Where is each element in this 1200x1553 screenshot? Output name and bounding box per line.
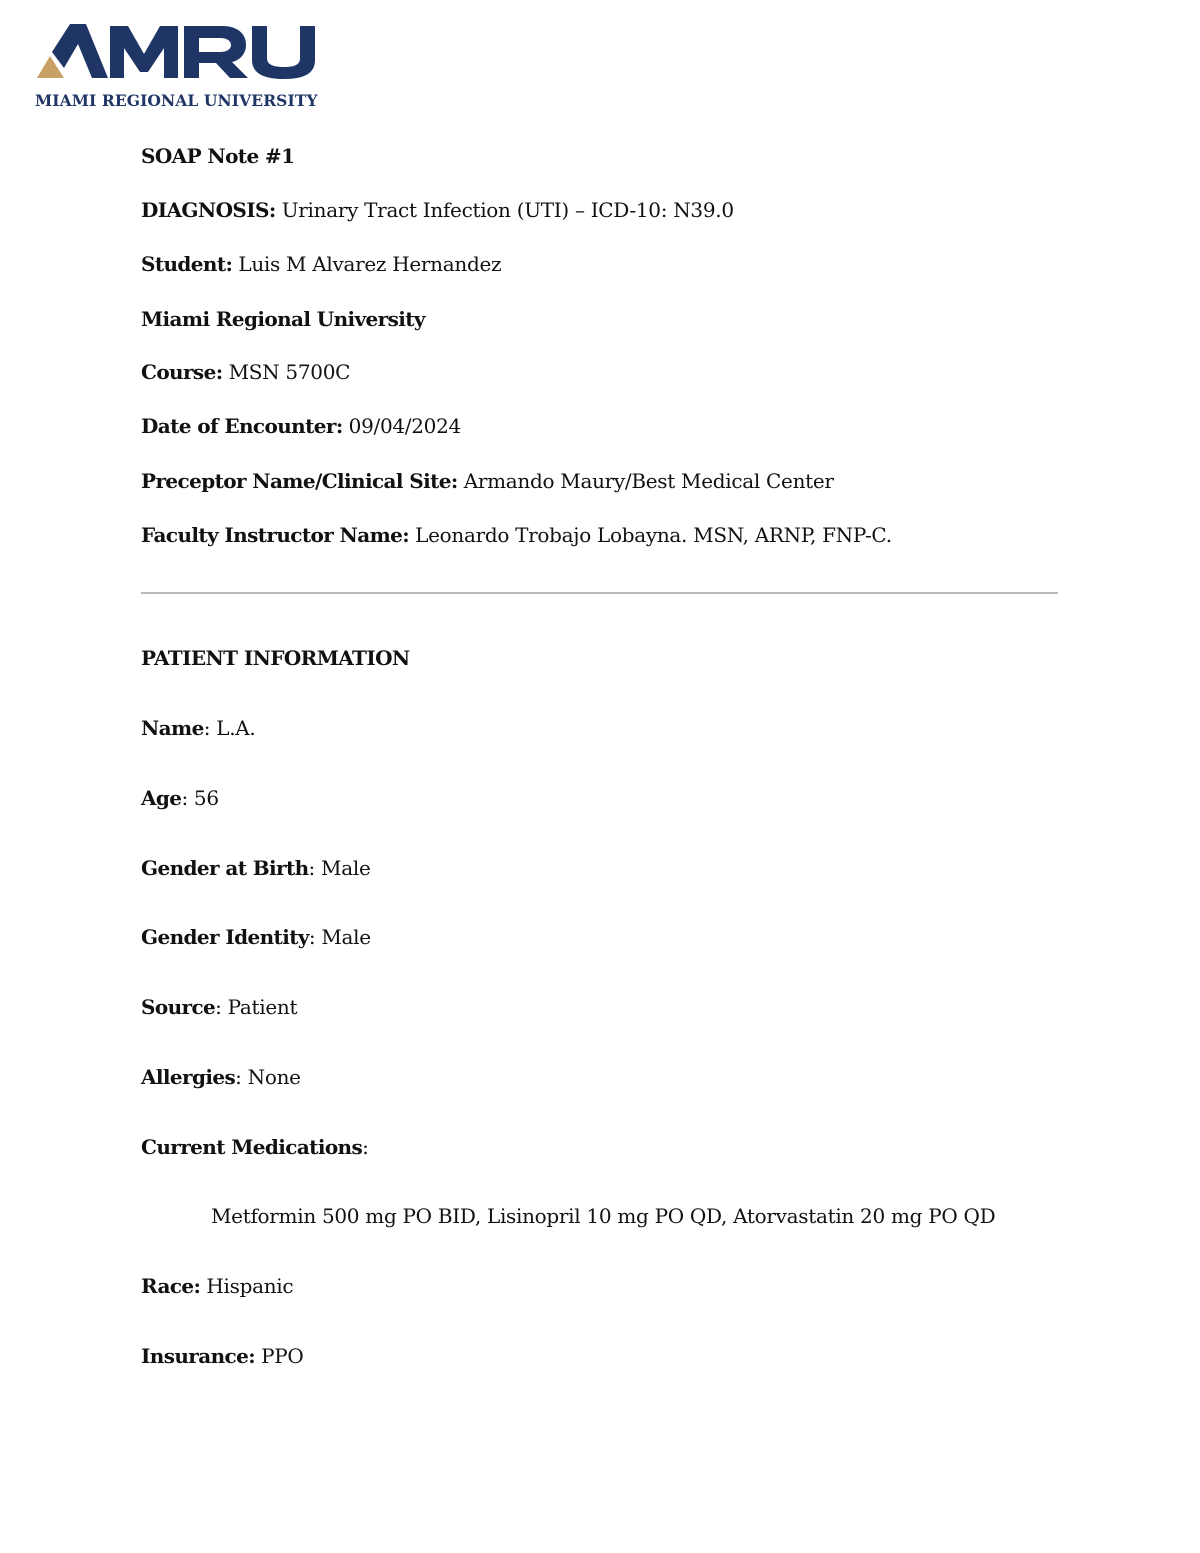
- logo-subtitle: MIAMI REGIONAL UNIVERSITY: [35, 91, 318, 110]
- note-title-text: SOAP Note #1: [141, 144, 295, 168]
- faculty-label: Faculty Instructor Name:: [141, 523, 410, 547]
- logo-letter-u: [252, 26, 315, 79]
- preceptor-row: [141, 469, 834, 493]
- gender-identity-value: : Male: [308, 925, 371, 949]
- patient-age-row: [141, 786, 219, 810]
- student-value: Luis M Alvarez Hernandez: [238, 252, 502, 276]
- medications-label: Current Medications: [141, 1135, 363, 1159]
- patient-name-label: Name: [141, 716, 204, 740]
- section-divider: [141, 592, 1058, 594]
- gender-birth-row: [141, 856, 370, 880]
- diagnosis-label: DIAGNOSIS:: [141, 198, 276, 222]
- gender-identity-row: [141, 925, 371, 949]
- faculty-value: Leonardo Trobajo Lobayna. MSN, ARNP, FNP-C.: [415, 523, 892, 547]
- race-label: Race:: [141, 1274, 201, 1298]
- encounter-date-value: 09/04/2024: [348, 414, 461, 438]
- course-row: [141, 360, 350, 384]
- encounter-date-label: Date of Encounter:: [141, 414, 343, 438]
- allergies-row: [141, 1065, 301, 1089]
- gender-birth-value: : Male: [308, 856, 371, 880]
- preceptor-label: Preceptor Name/Clinical Site:: [141, 469, 458, 493]
- preceptor-value: Armando Maury/Best Medical Center: [463, 469, 834, 493]
- amru-logo-mark: [34, 20, 324, 86]
- course-label: Course:: [141, 360, 223, 384]
- student-label: Student:: [141, 252, 233, 276]
- university-logo: [34, 20, 324, 112]
- note-title: [141, 144, 294, 168]
- race-value: Hispanic: [206, 1274, 294, 1298]
- allergies-label: Allergies: [141, 1065, 236, 1089]
- faculty-row: [141, 523, 892, 547]
- course-value: MSN 5700C: [228, 360, 351, 384]
- encounter-date-row: [141, 414, 461, 438]
- patient-name-value: : L.A.: [203, 716, 256, 740]
- medications-row: [141, 1135, 369, 1159]
- source-row: [141, 995, 297, 1019]
- medications-value: Metformin 500 mg PO BID, Lisinopril 10 mg PO QD, Atorvastatin 20 mg PO QD: [211, 1204, 996, 1228]
- allergies-value: : None: [235, 1065, 301, 1089]
- insurance-label: Insurance:: [141, 1344, 256, 1368]
- insurance-row: [141, 1344, 304, 1368]
- gender-identity-label: Gender Identity: [141, 925, 309, 949]
- medications-list: [211, 1204, 995, 1228]
- diagnosis-row: [141, 198, 734, 222]
- source-value: : Patient: [215, 995, 298, 1019]
- source-label: Source: [141, 995, 216, 1019]
- patient-info-heading: [141, 646, 410, 670]
- logo-letter-a: [52, 24, 108, 78]
- student-row: [141, 252, 501, 276]
- insurance-value: PPO: [261, 1344, 304, 1368]
- patient-age-value: : 56: [181, 786, 219, 810]
- university-name: Miami Regional University: [141, 307, 425, 331]
- patient-info-heading-text: PATIENT INFORMATION: [141, 646, 410, 670]
- logo-letter-r: [184, 26, 248, 78]
- gender-birth-label: Gender at Birth: [141, 856, 309, 880]
- medications-colon: :: [362, 1135, 369, 1159]
- university-row: [141, 307, 425, 331]
- diagnosis-value: Urinary Tract Infection (UTI) – ICD-10: N39.0: [281, 198, 734, 222]
- patient-name-row: [141, 716, 255, 740]
- patient-age-label: Age: [141, 786, 182, 810]
- race-row: [141, 1274, 293, 1298]
- logo-letter-m: [110, 26, 178, 78]
